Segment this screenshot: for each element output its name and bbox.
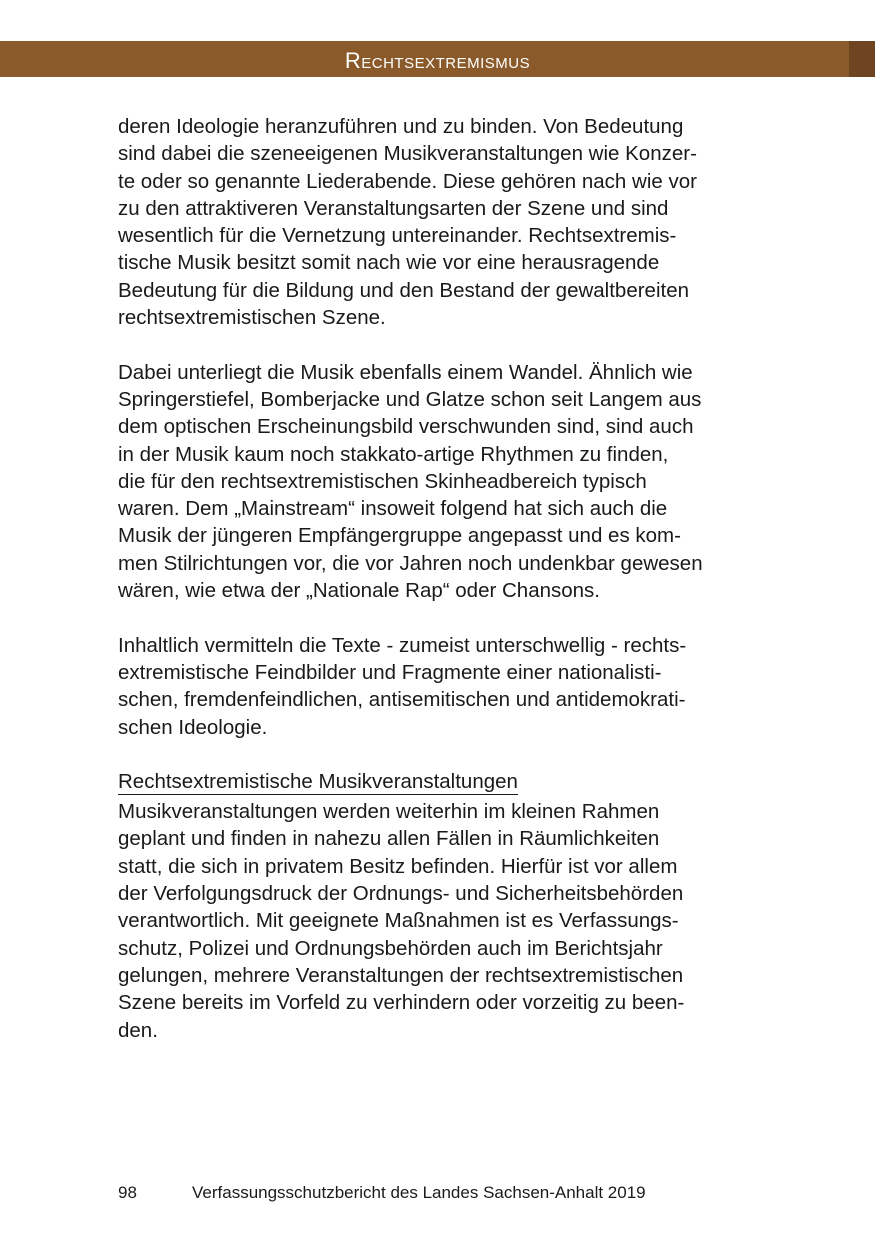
paragraph-4: Musikveranstaltungen werden weiterhin im kleinen Rahmen geplant und finden in nahezu allen Fällen in Räumlichkeiten statt, die sich in privatem Besitz befinden. Hierfür ist vor allem der Verfolgungsdruck der Ordnungs- und Sicherheitsbehörden verantwortlich. Mit geeignete Maßnahmen ist es Verfassungs- schutz, Polizei und Ordnungsbehörden auch im Berichtsjahr gelungen, mehrere Veranstaltungen der rechtsextremistischen Szene bereits im Vorfeld zu verhindern oder vorzeitig zu been- den. [118,800,685,1042]
paragraph-2: Dabei unterliegt die Musik ebenfalls einem Wandel. Ähnlich wie Springerstiefel, Bomberjacke und Glatze schon seit Langem aus dem optischen Erscheinungsbild verschwunden sind, sind auch in der Musik kaum noch stakkato-artige Rhythmen zu finden, die für den rechtsextremistischen Skinheadbereich typisch waren. Dem „Mainstream“ insoweit folgend hat sich auch die Musik der jüngeren Empfängergruppe angepasst und es kom- men Stilrichtungen vor, die vor Jahren noch undenkbar gewesen wären, wie etwa der „Nationale Rap“ oder Chansons. [118,360,703,603]
page-number: 98 [118,1183,137,1202]
paragraph-3: Inhaltlich vermitteln die Texte - zumeist unterschwellig - rechts- extremistische Feindbilder und Fragmente einer nationalisti- schen, fremdenfeindlichen, antisemitischen und antidemokrati- schen Ideologie. [118,633,687,739]
subsection [118,768,758,1044]
body-text [118,113,758,1044]
publication-title: Verfassungsschutzbericht des Landes Sachsen-Anhalt 2019 [192,1183,646,1202]
section-title: Rechtsextremismus [344,48,531,73]
paragraph-1: deren Ideologie heranzuführen und zu binden. Von Bedeutung sind dabei die szeneeigenen Musikveranstaltungen wie Konzer- te oder so genannte Liederabende. Diese gehören nach wie vor zu den attraktiveren Veranstaltungsarten der Szene und sind wesentlich für die Vernetzung untereinander. Rechtsextremis- tische Musik besitzt somit nach wie vor eine herausragende Bedeutung für die Bildung und den Bestand der gewaltbereiten rechtsextremistischen Szene. [118,115,697,330]
subsection-heading: Rechtsextremistische Musikveranstaltungen [118,770,518,794]
